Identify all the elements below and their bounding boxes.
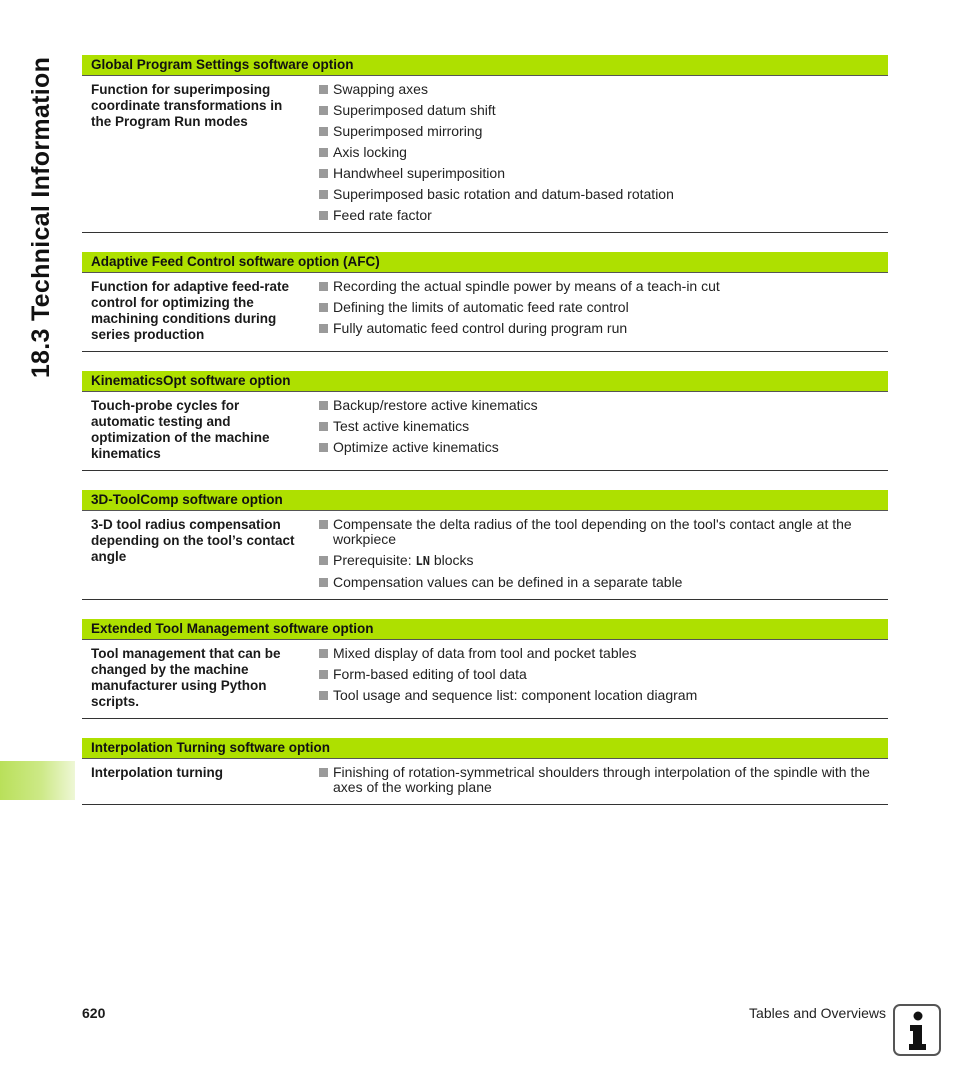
option-feature-list	[307, 517, 888, 591]
option-section-body	[82, 76, 888, 232]
option-feature-item: Feed rate factor	[319, 208, 888, 224]
option-feature-list	[307, 765, 888, 796]
feature-text-prefix: Prerequisite:	[333, 552, 416, 568]
option-function-label: Interpolation turning	[91, 764, 223, 780]
info-icon	[893, 1004, 941, 1056]
chapter-side-title-text: 18.3 Technical Information	[27, 56, 56, 378]
option-function-label: Function for superimposing coordinate transformations in the Program Run modes	[91, 82, 283, 129]
option-section-body	[82, 640, 888, 718]
feature-text-suffix: blocks	[429, 552, 474, 568]
option-section-header: Interpolation Turning software option	[82, 738, 888, 759]
option-function-label: 3-D tool radius compensation depending on the tool’s contact angle	[91, 516, 295, 564]
option-section	[82, 738, 888, 805]
option-feature-item: Form-based editing of tool data	[319, 667, 888, 683]
option-section-body	[82, 511, 888, 599]
option-section	[82, 619, 888, 719]
option-section	[82, 490, 888, 600]
option-section-body	[82, 273, 888, 351]
footer-chapter-title: Tables and Overviews	[749, 1005, 886, 1021]
option-section-header: 3D-ToolComp software option	[82, 490, 888, 511]
option-section-body	[82, 759, 888, 804]
option-feature-item: Axis locking	[319, 145, 888, 161]
options-content	[82, 55, 888, 824]
option-feature-list	[307, 646, 888, 710]
chapter-side-title	[26, 52, 58, 382]
option-feature-item: Superimposed mirroring	[319, 124, 888, 140]
option-feature-item: Optimize active kinematics	[319, 440, 888, 456]
option-feature-item: Fully automatic feed control during program run	[319, 321, 888, 337]
option-feature-item	[319, 553, 888, 570]
option-section	[82, 252, 888, 352]
option-feature-item: Finishing of rotation-symmetrical shoulders through interpolation of the spindle with the axes of the working plane	[319, 765, 888, 796]
option-feature-list	[307, 82, 888, 224]
option-feature-item: Recording the actual spindle power by means of a teach-in cut	[319, 279, 888, 295]
option-feature-item: Test active kinematics	[319, 419, 888, 435]
option-feature-item: Backup/restore active kinematics	[319, 398, 888, 414]
option-function-label: Touch-probe cycles for automatic testing and optimization of the machine kinematics	[91, 397, 270, 461]
option-feature-item: Compensate the delta radius of the tool depending on the tool's contact angle at the workpiece	[319, 517, 888, 548]
option-feature-item: Tool usage and sequence list: component location diagram	[319, 688, 888, 704]
option-function-label: Tool management that can be changed by the machine manufacturer using Python scripts.	[91, 645, 281, 709]
option-section-body	[82, 392, 888, 470]
option-feature-item: Handwheel superimposition	[319, 166, 888, 182]
option-function-label: Function for adaptive feed-rate control for optimizing the machining conditions during series production	[91, 278, 290, 342]
page-number: 620	[82, 1005, 106, 1021]
option-section	[82, 55, 888, 233]
chapter-tab-marker	[0, 761, 75, 800]
option-section	[82, 371, 888, 471]
option-section-header: Adaptive Feed Control software option (AFC)	[82, 252, 888, 273]
option-feature-item: Superimposed datum shift	[319, 103, 888, 119]
option-feature-list	[307, 279, 888, 343]
option-feature-item: Mixed display of data from tool and pocket tables	[319, 646, 888, 662]
option-section-header: Global Program Settings software option	[82, 55, 888, 76]
info-icon-glyph	[895, 1006, 939, 1054]
option-section-header: KinematicsOpt software option	[82, 371, 888, 392]
option-section-header: Extended Tool Management software option	[82, 619, 888, 640]
option-feature-item: Defining the limits of automatic feed rate control	[319, 300, 888, 316]
option-feature-list	[307, 398, 888, 462]
option-feature-item: Swapping axes	[319, 82, 888, 98]
option-feature-item: Compensation values can be defined in a separate table	[319, 575, 888, 591]
option-feature-item: Superimposed basic rotation and datum-based rotation	[319, 187, 888, 203]
feature-code-keyword: LN	[415, 554, 430, 568]
